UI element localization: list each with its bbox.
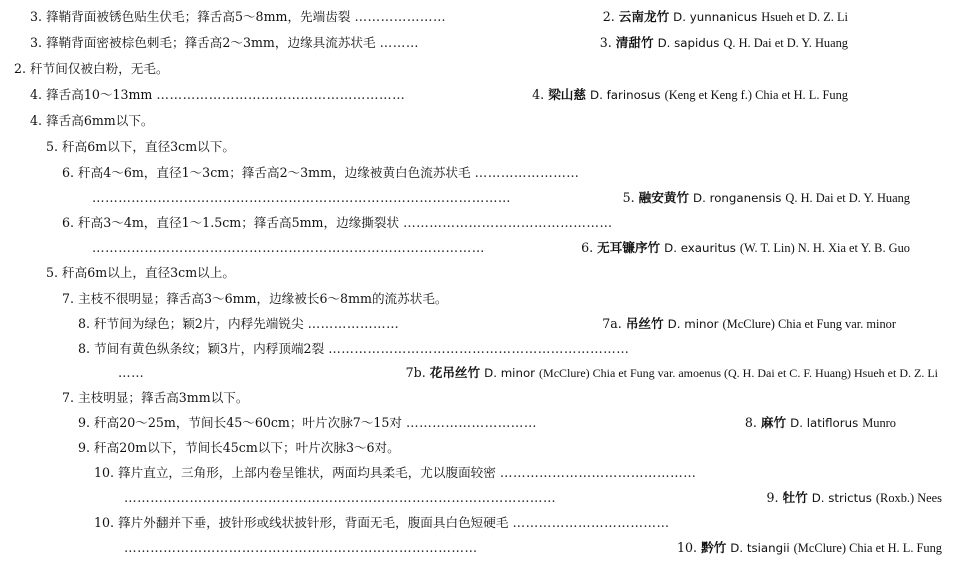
taxon-reference — [766, 487, 942, 509]
leader-dots: ……………………………… — [512, 515, 670, 530]
key-line — [0, 288, 898, 310]
taxon-authority: Q. H. Dai et D. Y. Huang — [723, 36, 848, 50]
leader-dots: …………………………………………………………………………………… — [92, 190, 511, 205]
taxon-scientific-name: D. tsiangii — [730, 541, 790, 555]
leader-dots: ……………………………………………………………………………………… — [124, 490, 557, 505]
key-number: 7. — [62, 291, 75, 306]
taxon-reference — [745, 412, 896, 434]
key-line — [0, 338, 914, 360]
taxon-code: 3. — [599, 35, 612, 50]
taxon-code: 10. — [677, 540, 698, 555]
key-text: 秆高20m以下，节间长45cm以下；叶片次脉3～6对。 — [94, 440, 400, 455]
taxon-scientific-name: D. ronganensis — [693, 191, 782, 205]
taxon-authority: Munro — [862, 416, 896, 430]
taxon-chinese-name: 梁山慈 — [548, 87, 586, 102]
taxon-code: 7a. — [602, 316, 622, 331]
taxon-scientific-name: D. sapidus — [657, 36, 720, 50]
key-text: 秆节间仅被白粉，无毛。 — [30, 61, 169, 76]
key-line-continuation — [0, 362, 954, 384]
key-line-continuation — [0, 237, 928, 259]
key-line — [0, 512, 930, 534]
key-number: 5. — [46, 265, 59, 280]
key-line — [0, 58, 850, 80]
leader-dots: …………………………………………………………… — [328, 341, 630, 356]
leader-dots: ……………………………………………………………………… — [124, 540, 478, 555]
key-line — [0, 6, 866, 28]
taxon-authority: (McClure) Chia et Fung var. minor — [722, 317, 896, 331]
key-text: 秆节间为绿色；颖2片，内稃先端锐尖 — [94, 316, 304, 331]
taxon-chinese-name: 云南龙竹 — [618, 9, 670, 24]
key-number: 4. — [30, 87, 43, 102]
key-number: 10. — [94, 515, 115, 530]
taxon-chinese-name: 黔竹 — [701, 540, 727, 555]
key-number: 10. — [94, 465, 115, 480]
taxon-authority: (Roxb.) Nees — [875, 491, 942, 505]
key-number: 9. — [78, 415, 91, 430]
key-line — [0, 437, 914, 459]
taxon-code: 5. — [622, 190, 635, 205]
taxon-authority: Hsueh et D. Z. Li — [761, 10, 848, 24]
leader-dots: ………………… — [354, 9, 447, 24]
key-number: 8. — [78, 341, 91, 356]
taxon-code: 4. — [532, 87, 545, 102]
taxon-authority: Q. H. Dai et D. Y. Huang — [785, 191, 910, 205]
key-line — [0, 110, 866, 132]
taxon-authority: (McClure) Chia et Fung var. amoenus (Q. H. Dai et C. F. Huang) Hsueh et D. Z. Li — [539, 366, 938, 380]
key-text: 箨鞘背面密被棕色刺毛；箨舌高2～3mm，边缘具流苏状毛 — [46, 35, 376, 50]
key-number: 7. — [62, 390, 75, 405]
taxon-scientific-name: D. minor — [667, 317, 719, 331]
taxon-chinese-name: 无耳镰序竹 — [597, 240, 661, 255]
key-line — [0, 462, 930, 484]
taxon-reference — [603, 6, 848, 28]
key-text: 秆高6m以下，直径3cm以下。 — [62, 139, 235, 154]
taxon-scientific-name: D. strictus — [811, 491, 872, 505]
key-text: 秆高20～25m，节间长45～60cm；叶片次脉7～15对 — [94, 415, 403, 430]
taxon-authority: (McClure) Chia et H. L. Fung — [793, 541, 942, 555]
leader-dots: …………………… — [474, 165, 580, 180]
key-text: 箨舌高10～13mm — [46, 87, 153, 102]
key-text: 箨鞘背面被锈色贴生伏毛；箨舌高5～8mm，先端齿裂 — [46, 9, 351, 24]
key-number: 3. — [30, 35, 43, 50]
taxon-reference — [532, 84, 848, 106]
taxon-reference — [677, 537, 942, 559]
key-line-continuation — [0, 187, 928, 209]
taxon-scientific-name: D. minor — [484, 366, 536, 380]
leader-dots: ………………………………………… — [403, 215, 613, 230]
key-line — [0, 162, 898, 184]
taxon-authority: (Keng et Keng f.) Chia et H. L. Fung — [664, 88, 848, 102]
key-line — [0, 32, 866, 54]
taxon-scientific-name: D. exauritus — [664, 241, 736, 255]
key-number: 6. — [62, 165, 75, 180]
taxon-reference — [623, 187, 910, 209]
taxon-authority: (W. T. Lin) N. H. Xia et Y. B. Guo — [739, 241, 910, 255]
taxon-scientific-name: D. farinosus — [590, 88, 661, 102]
taxon-reference — [600, 32, 848, 54]
key-number: 6. — [62, 215, 75, 230]
taxon-reference — [406, 362, 938, 384]
taxon-chinese-name: 牡竹 — [782, 490, 808, 505]
taxon-chinese-name: 融安黄竹 — [638, 190, 690, 205]
leader-dots: …… — [118, 365, 145, 380]
key-line — [0, 84, 866, 106]
key-line-continuation — [0, 487, 960, 509]
taxon-code: 9. — [766, 490, 779, 505]
key-text: 主枝不很明显；箨舌高3～6mm，边缘被长6～8mm的流苏状毛。 — [78, 291, 448, 306]
key-line — [0, 387, 898, 409]
taxon-chinese-name: 花吊丝竹 — [429, 365, 481, 380]
key-number: 8. — [78, 316, 91, 331]
leader-dots: ……………………………………………………………………………… — [92, 240, 485, 255]
taxon-reference — [581, 237, 910, 259]
key-number: 5. — [46, 139, 59, 154]
key-line — [0, 262, 882, 284]
taxon-chinese-name: 吊丝竹 — [625, 316, 664, 331]
key-text: 箨舌高6mm以下。 — [46, 113, 154, 128]
leader-dots: ………………………………………………… — [156, 87, 406, 102]
taxon-chinese-name: 麻竹 — [760, 415, 787, 430]
key-text: 秆高6m以上，直径3cm以上。 — [62, 265, 235, 280]
taxon-code: 6. — [581, 240, 594, 255]
key-number: 3. — [30, 9, 43, 24]
key-text: 箨片直立，三角形，上部内卷呈锥状，两面均具柔毛，尤以腹面较密 — [118, 465, 496, 480]
leader-dots: ……… — [379, 35, 419, 50]
key-line — [0, 412, 914, 434]
key-text: 秆高3～4m，直径1～1.5cm；箨舌高5mm，边缘撕裂状 — [78, 215, 400, 230]
key-line-continuation — [0, 537, 960, 559]
key-line — [0, 313, 914, 335]
taxon-code: 8. — [744, 415, 757, 430]
taxon-code: 2. — [602, 9, 615, 24]
taxon-scientific-name: D. latiflorus — [790, 416, 859, 430]
key-text: 主枝明显；箨舌高3mm以下。 — [78, 390, 249, 405]
leader-dots: ……………………………………… — [499, 465, 697, 480]
taxon-scientific-name: D. yunnanicus — [673, 10, 758, 24]
leader-dots: ………………… — [307, 316, 400, 331]
key-number: 2. — [14, 61, 27, 76]
leader-dots: ………………………… — [406, 415, 537, 430]
taxon-chinese-name: 清甜竹 — [615, 35, 654, 50]
key-line — [0, 136, 882, 158]
key-text: 节间有黄色纵条纹；颖3片，内稃顶端2裂 — [94, 341, 325, 356]
taxon-reference — [602, 313, 896, 335]
taxon-code: 7b. — [405, 365, 426, 380]
key-number: 9. — [78, 440, 91, 455]
key-text: 秆高4～6m，直径1～3cm；箨舌高2～3mm，边缘被黄白色流苏状毛 — [78, 165, 471, 180]
key-number: 4. — [30, 113, 43, 128]
key-text: 箨片外翻并下垂，披针形或线状披针形，背面无毛，腹面具白色短硬毛 — [118, 515, 509, 530]
key-line — [0, 212, 898, 234]
